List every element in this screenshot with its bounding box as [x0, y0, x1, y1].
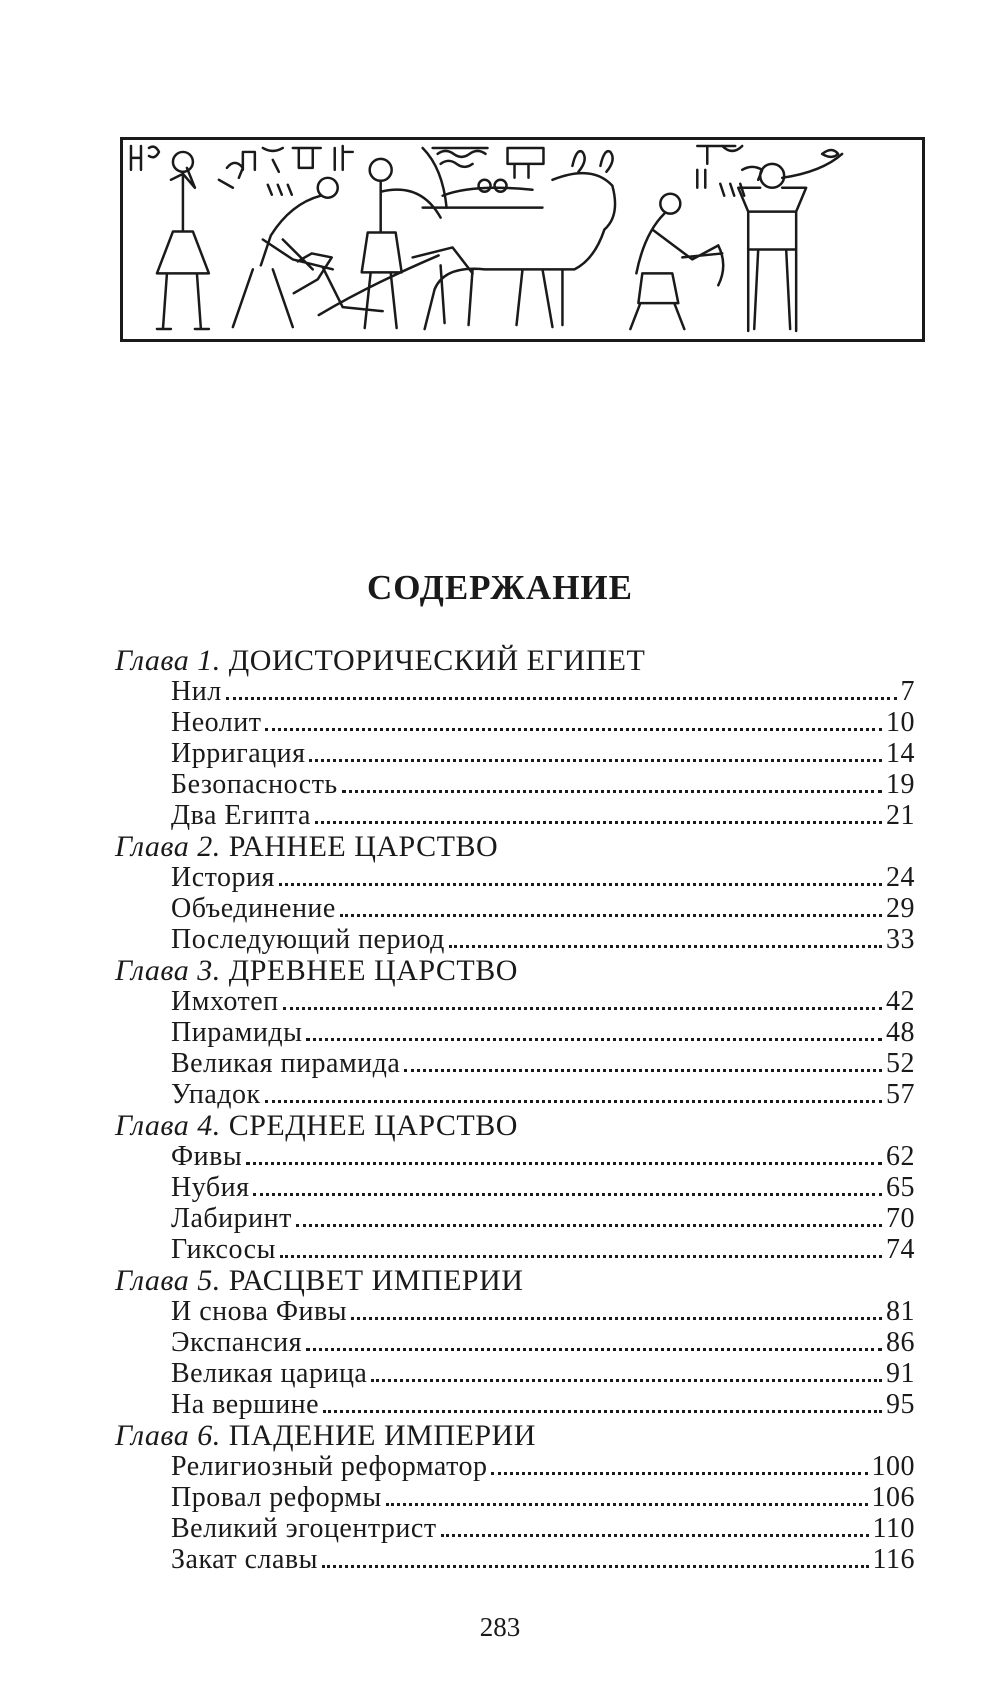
entry-page: 110	[872, 1513, 915, 1544]
dot-leader	[265, 1100, 882, 1103]
entry-page: 14	[886, 738, 915, 769]
dot-leader	[246, 1162, 882, 1165]
entry-page: 19	[886, 769, 915, 800]
entry-title: Нубия	[171, 1172, 250, 1203]
toc-entry[interactable]	[171, 1017, 915, 1048]
entry-title: Великий эгоцентрист	[171, 1513, 437, 1544]
dot-leader	[441, 1534, 869, 1537]
dot-leader	[491, 1472, 867, 1475]
chapter-label: Глава 5.	[115, 1264, 221, 1297]
egyptian-agriculture-frieze-icon	[120, 137, 925, 342]
toc-entry[interactable]	[171, 1451, 915, 1482]
chapter-heading[interactable]	[115, 1265, 915, 1296]
entry-title: Великая пирамида	[171, 1048, 401, 1079]
toc-entry[interactable]	[171, 1513, 915, 1544]
chapter-title: РАННЕЕ ЦАРСТВО	[228, 830, 499, 863]
toc-entry[interactable]	[171, 924, 915, 955]
entry-page: 86	[886, 1327, 915, 1358]
chapter-label: Глава 1.	[115, 644, 221, 677]
entry-page: 116	[872, 1544, 915, 1575]
chapter-heading[interactable]	[115, 1420, 915, 1451]
dot-leader	[323, 1410, 882, 1413]
entry-title: Имхотеп	[171, 986, 279, 1017]
entry-title: Фивы	[171, 1141, 243, 1172]
entry-page: 106	[871, 1482, 915, 1513]
entry-page: 65	[886, 1172, 915, 1203]
dot-leader	[315, 821, 882, 824]
chapter-label: Глава 2.	[115, 830, 221, 863]
dot-leader	[322, 1565, 869, 1568]
entry-title: Ирригация	[171, 738, 306, 769]
dot-leader	[351, 1317, 882, 1320]
entry-title: Пирамиды	[171, 1017, 303, 1048]
toc-entry[interactable]	[171, 800, 915, 831]
toc-entry[interactable]	[171, 893, 915, 924]
dot-leader	[253, 1193, 882, 1196]
entry-page: 52	[886, 1048, 915, 1079]
toc-entry[interactable]	[171, 1544, 915, 1575]
chapter-label: Глава 3.	[115, 954, 221, 987]
dot-leader	[226, 697, 897, 700]
toc-entry[interactable]	[171, 1358, 915, 1389]
dot-leader	[306, 1038, 882, 1041]
toc-title: СОДЕРЖАНИЕ	[366, 568, 633, 607]
entry-title: Религиозный реформатор	[171, 1451, 488, 1482]
entry-page: 29	[886, 893, 915, 924]
dot-leader	[296, 1224, 882, 1227]
dot-leader	[340, 914, 882, 917]
entry-title: Упадок	[171, 1079, 261, 1110]
entry-page: 100	[871, 1451, 915, 1482]
dot-leader	[279, 883, 882, 886]
farmer-with-hoe-icon	[233, 178, 383, 327]
chapter-title: СРЕДНЕЕ ЦАРСТВО	[228, 1109, 518, 1142]
toc-entry[interactable]	[171, 1296, 915, 1327]
toc-entry[interactable]	[171, 1048, 915, 1079]
entry-title: Провал реформы	[171, 1482, 382, 1513]
chapter-heading[interactable]	[115, 1110, 915, 1141]
dot-leader	[309, 759, 882, 762]
entry-page: 33	[886, 924, 915, 955]
toc-entry[interactable]	[171, 676, 915, 707]
entry-page: 10	[886, 707, 915, 738]
toc-entry[interactable]	[171, 862, 915, 893]
chapter-heading[interactable]	[115, 831, 915, 862]
entry-title: Гиксосы	[171, 1234, 276, 1265]
carrier-figure-icon	[738, 150, 842, 331]
toc-entry[interactable]	[171, 1389, 915, 1420]
table-of-contents	[115, 645, 915, 1575]
entry-title: На вершине	[171, 1389, 320, 1420]
dot-leader	[449, 945, 882, 948]
chapter-title: ДРЕВНЕЕ ЦАРСТВО	[228, 954, 518, 987]
entry-page: 24	[886, 862, 915, 893]
entry-title: Безопасность	[171, 769, 338, 800]
plowman-with-whip-icon	[319, 148, 473, 328]
toc-entry[interactable]	[171, 1327, 915, 1358]
entry-page: 74	[886, 1234, 915, 1265]
toc-entry[interactable]	[171, 707, 915, 738]
entry-title: Последующий период	[171, 924, 445, 955]
entry-page: 21	[886, 800, 915, 831]
chapter-label: Глава 4.	[115, 1109, 221, 1142]
toc-entry[interactable]	[171, 1079, 915, 1110]
entry-page: 81	[886, 1296, 915, 1327]
dot-leader	[306, 1348, 882, 1351]
toc-entry[interactable]	[171, 769, 915, 800]
entry-page: 91	[886, 1358, 915, 1389]
toc-entry[interactable]	[171, 1203, 915, 1234]
toc-entry[interactable]	[171, 1172, 915, 1203]
toc-entry[interactable]	[171, 738, 915, 769]
chapter-title: РАСЦВЕТ ИМПЕРИИ	[228, 1264, 524, 1297]
dot-leader	[342, 790, 882, 793]
entry-page: 95	[886, 1389, 915, 1420]
entry-page: 7	[900, 676, 915, 707]
dot-leader	[386, 1503, 868, 1506]
entry-title: Объединение	[171, 893, 336, 924]
dot-leader	[404, 1069, 882, 1072]
oxen-pair-icon	[423, 151, 615, 329]
toc-entry[interactable]	[171, 986, 915, 1017]
entry-title: Нил	[171, 676, 222, 707]
entry-title: Неолит	[171, 707, 262, 738]
dot-leader	[280, 1255, 882, 1258]
sower-with-sickle-icon	[630, 194, 723, 329]
dot-leader	[265, 728, 882, 731]
entry-page: 70	[886, 1203, 915, 1234]
entry-title: История	[171, 862, 275, 893]
chapter-title: ДОИСТОРИЧЕСКИЙ ЕГИПЕТ	[228, 644, 646, 677]
entry-title: И снова Фивы	[171, 1296, 348, 1327]
hieroglyphs-icon	[131, 146, 762, 196]
chapter-title: ПАДЕНИЕ ИМПЕРИИ	[228, 1419, 536, 1452]
entry-title: Экспансия	[171, 1327, 303, 1358]
entry-page: 48	[886, 1017, 915, 1048]
toc-entry[interactable]	[171, 1482, 915, 1513]
entry-title: Закат славы	[171, 1544, 318, 1575]
dot-leader	[283, 1007, 882, 1010]
entry-page: 42	[886, 986, 915, 1017]
chapter-heading[interactable]	[115, 955, 915, 986]
entry-page: 57	[886, 1079, 915, 1110]
standing-figure-icon	[157, 152, 209, 329]
page-number: 283	[479, 1612, 521, 1642]
chapter-heading[interactable]	[115, 645, 915, 676]
toc-entry[interactable]	[171, 1234, 915, 1265]
toc-entry[interactable]	[171, 1141, 915, 1172]
entry-title: Великая царица	[171, 1358, 368, 1389]
dot-leader	[371, 1379, 882, 1382]
chapter-label: Глава 6.	[115, 1419, 221, 1452]
entry-title: Два Египта	[171, 800, 311, 831]
entry-title: Лабиринт	[171, 1203, 292, 1234]
entry-page: 62	[886, 1141, 915, 1172]
